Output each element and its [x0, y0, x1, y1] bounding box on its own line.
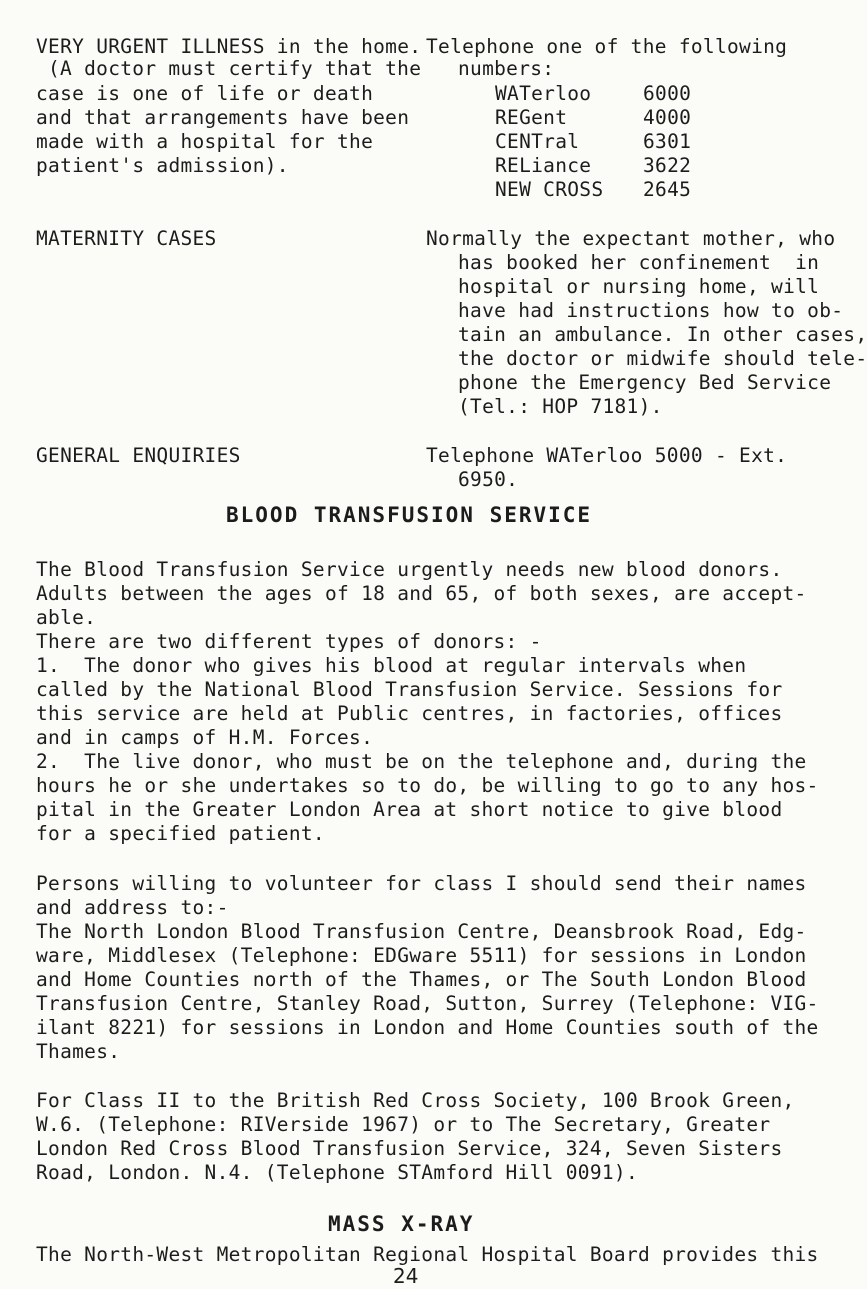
text-line: The Blood Transfusion Service urgently needs new blood donors.: [36, 558, 783, 581]
phone-exchange: REGent: [495, 106, 568, 129]
text-line: 2. The live donor, who must be on the telephone and, during the: [36, 750, 807, 773]
text-line: There are two different types of donors: -: [36, 630, 542, 653]
text-line: W.6. (Telephone: RIVerside 1967) or to The Secretary, Greater: [36, 1113, 771, 1136]
phone-number: 6301: [643, 130, 692, 153]
text-line: ware, Middlesex (Telephone: EDGware 5511) for sessions in London: [36, 944, 807, 967]
text-line: and that arrangements have been: [36, 106, 410, 129]
maternity-label: MATERNITY CASES: [36, 227, 217, 250]
phone-exchange: WATerloo: [495, 82, 592, 105]
text-line: (A doctor must certify that the: [48, 57, 422, 80]
page-number: 24: [393, 1264, 419, 1288]
text-line: pital in the Greater London Area at short notice to give blood: [36, 798, 783, 821]
text-line: for a specified patient.: [36, 822, 325, 845]
xray-text-line: The North-West Metropolitan Regional Hospital Board provides this: [36, 1243, 819, 1266]
text-line: made with a hospital for the: [36, 130, 374, 153]
text-line: Persons willing to volunteer for class I should send their names: [36, 872, 807, 895]
section-heading-blood-transfusion: BLOOD TRANSFUSION SERVICE: [226, 503, 593, 527]
text-line: hours he or she undertakes so to do, be willing to go to any hos-: [36, 774, 819, 797]
text-line: and address to:-: [36, 896, 229, 919]
text-line: patient's admission).: [36, 154, 289, 177]
phone-number: 6000: [643, 82, 692, 105]
text-line: and Home Counties north of the Thames, or The South London Blood: [36, 968, 807, 991]
phone-number: 3622: [643, 154, 692, 177]
phone-number: 2645: [643, 178, 692, 201]
text-line: the doctor or midwife should tele-: [458, 347, 867, 370]
phone-exchange: RELiance: [495, 154, 592, 177]
text-line: able.: [36, 606, 97, 629]
text-line: case is one of life or death: [36, 82, 374, 105]
general-label: GENERAL ENQUIRIES: [36, 444, 241, 467]
text-line: (Tel.: HOP 7181).: [458, 395, 663, 418]
text-line: VERY URGENT ILLNESS in the home.: [36, 35, 422, 58]
text-line: London Red Cross Blood Transfusion Service, 324, Seven Sisters: [36, 1137, 783, 1160]
text-line: this service are held at Public centres, in factories, offices: [36, 702, 783, 725]
text-line: Telephone WATerloo 5000 - Ext.: [426, 444, 788, 467]
text-line: For Class II to the British Red Cross Society, 100 Brook Green,: [36, 1089, 795, 1112]
text-line: Adults between the ages of 18 and 65, of both sexes, are accept-: [36, 582, 807, 605]
phone-number: 4000: [643, 106, 692, 129]
text-line: tain an ambulance. In other cases,: [458, 323, 867, 346]
text-line: and in camps of H.M. Forces.: [36, 726, 374, 749]
text-line: Road, London. N.4. (Telephone STAmford Hill 0091).: [36, 1161, 638, 1184]
text-line: hospital or nursing home, will: [458, 275, 820, 298]
text-line: 1. The donor who gives his blood at regular intervals when: [36, 654, 747, 677]
text-line: phone the Emergency Bed Service: [458, 371, 832, 394]
text-line: called by the National Blood Transfusion Service. Sessions for: [36, 678, 783, 701]
section-heading-mass-xray: MASS X-RAY: [328, 1212, 475, 1236]
text-line: ilant 8221) for sessions in London and Home Counties south of the: [36, 1016, 819, 1039]
text-line: The North London Blood Transfusion Centre, Deansbrook Road, Edg-: [36, 920, 807, 943]
text-line: Transfusion Centre, Stanley Road, Sutton, Surrey (Telephone: VIG-: [36, 992, 819, 1015]
text-line: has booked her confinement in: [458, 251, 820, 274]
text-line: numbers:: [458, 57, 555, 80]
text-line: Telephone one of the following: [426, 35, 788, 58]
text-line: 6950.: [458, 468, 519, 491]
text-line: Thames.: [36, 1040, 121, 1063]
text-line: Normally the expectant mother, who: [426, 227, 836, 250]
phone-exchange: CENTral: [495, 130, 580, 153]
phone-exchange: NEW CROSS: [495, 178, 604, 201]
text-line: have had instructions how to ob-: [458, 299, 844, 322]
